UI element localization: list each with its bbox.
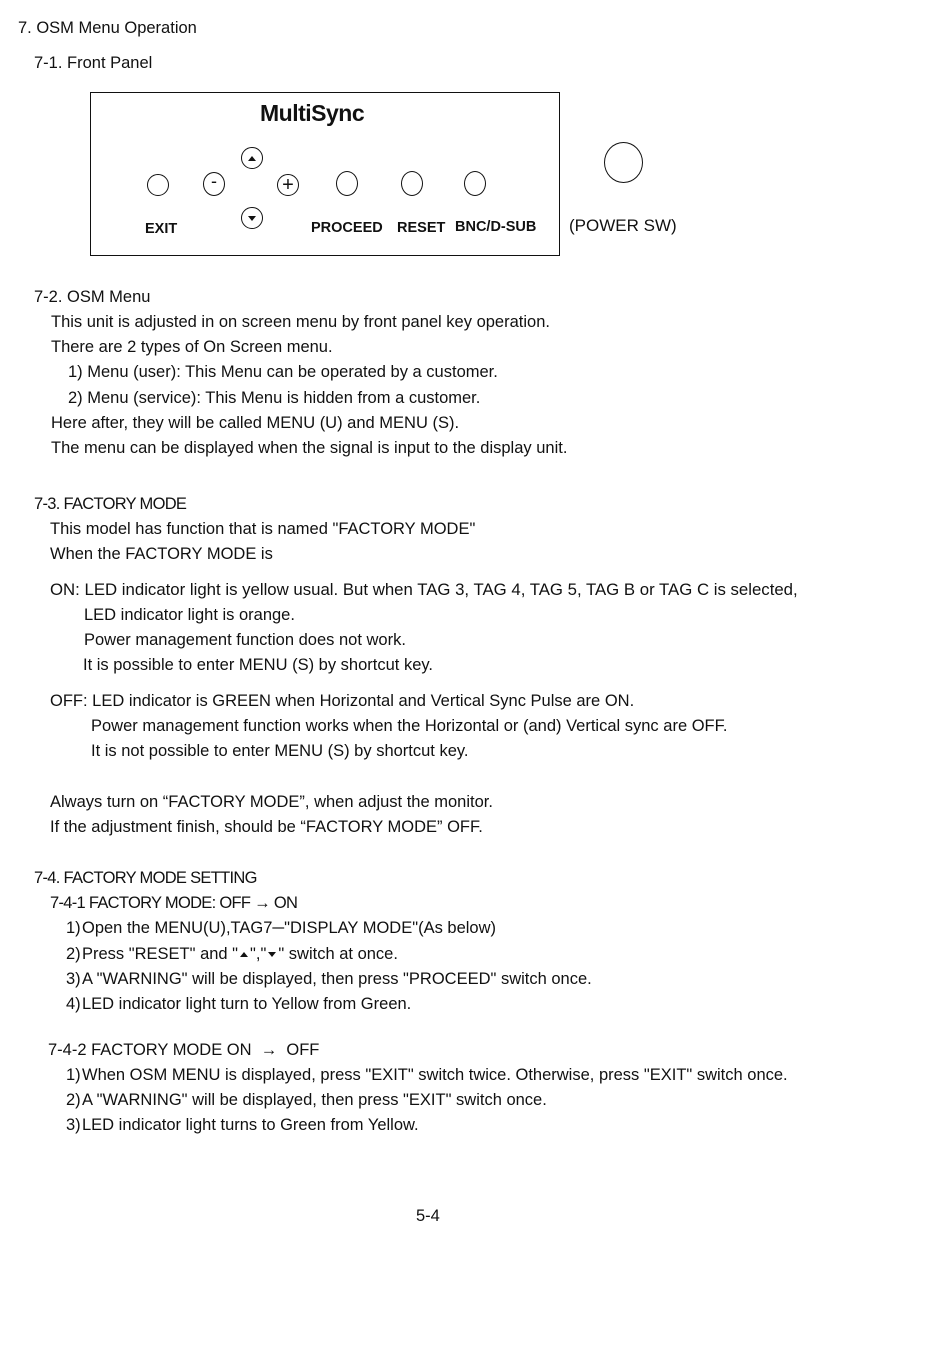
step-text: LED indicator light turns to Green from Yellow. [82,1116,419,1134]
step-text: A "WARNING" will be displayed, then press "EXIT" switch once. [82,1091,547,1109]
minus-button[interactable] [203,172,225,196]
proceed-button[interactable] [336,171,358,196]
step-text: Open the MENU(U),TAG7─"DISPLAY MODE"(As below) [82,919,497,937]
osm-menu-line: There are 2 types of On Screen menu. [51,338,333,356]
factory-mode-intro: This model has function that is named "FACTORY MODE" [50,520,476,538]
factory-mode-off-line: It is not possible to enter MENU (S) by shortcut key. [91,742,469,760]
step-number: 1) [66,1066,81,1084]
plus-button[interactable] [277,174,299,196]
arrow-down-icon [268,952,276,957]
osm-menu-line: 2) Menu (service): This Menu is hidden from a customer. [68,389,481,407]
factory-mode-heading: 7-3. FACTORY MODE [34,495,187,513]
step-text: LED indicator light turn to Yellow from Green. [82,995,412,1013]
step-text: When OSM MENU is displayed, press "EXIT" switch twice. Otherwise, press "EXIT" switch once. [82,1066,788,1084]
factory-mode-on-line: Power management function does not work. [84,631,406,649]
factory-mode-on-line: It is possible to enter MENU (S) by shortcut key. [83,656,433,674]
plus-icon: + [282,174,294,196]
brand-logo-text: MultiSync [260,100,365,126]
factory-setting-sub2-heading: 7-4-2 FACTORY MODE ON → OFF [48,1041,320,1059]
arrow-up-icon [242,148,262,168]
step-text-part: "," [250,945,267,963]
factory-mode-note: Always turn on “FACTORY MODE”, when adjust the monitor. [50,793,493,811]
proceed-label: PROCEED [311,220,383,236]
factory-mode-intro: When the FACTORY MODE is [50,545,273,563]
factory-setting-heading: 7-4. FACTORY MODE SETTING [34,869,257,887]
reset-label: RESET [397,220,446,236]
factory-mode-off-line: OFF: LED indicator is GREEN when Horizontal and Vertical Sync Pulse are ON. [50,692,635,710]
osm-menu-line: The menu can be displayed when the signal is input to the display unit. [51,439,568,457]
up-button[interactable] [241,147,263,169]
osm-menu-heading: 7-2. OSM Menu [34,288,151,306]
power-switch-label: (POWER SW) [569,216,677,235]
exit-button[interactable] [147,174,169,196]
step-text: A "WARNING" will be displayed, then press "PROCEED" switch once. [82,970,592,988]
minus-icon: - [211,171,217,191]
factory-mode-off-line: Power management function works when the Horizontal or (and) Vertical sync are OFF. [91,717,728,735]
step-text-part: " switch at once. [278,945,398,963]
step-number: 4) [66,995,81,1013]
arrow-down-icon [242,208,262,228]
reset-button[interactable] [401,171,423,196]
factory-mode-on-line: ON: LED indicator light is yellow usual. But when TAG 3, TAG 4, TAG 5, TAG B or TAG C is selected, [50,580,798,599]
bnc-dsub-button[interactable] [464,171,486,196]
step-text [82,946,398,963]
front-panel-heading: 7-1. Front Panel [34,54,153,72]
step-text-part: Press "RESET" and " [82,945,239,963]
power-switch[interactable] [604,142,643,183]
osm-menu-line: This unit is adjusted in on screen menu by front panel key operation. [51,313,550,331]
step-number: 2) [66,945,81,963]
factory-mode-note: If the adjustment finish, should be “FACTORY MODE” OFF. [50,818,483,836]
arrow-up-icon [240,952,248,957]
step-number: 1) [66,919,81,937]
exit-label: EXIT [145,221,178,237]
factory-mode-on-line: LED indicator light is orange. [84,606,295,624]
bnc-dsub-label: BNC/D-SUB [455,219,537,235]
osm-menu-line: Here after, they will be called MENU (U) and MENU (S). [51,414,460,432]
step-number: 3) [66,1116,81,1134]
section-title: 7. OSM Menu Operation [18,19,197,37]
osm-menu-line: 1) Menu (user): This Menu can be operated by a customer. [68,363,498,381]
step-number: 3) [66,970,81,988]
page-number: 5-4 [416,1207,440,1225]
down-button[interactable] [241,207,263,229]
factory-setting-sub1-heading: 7-4-1 FACTORY MODE: OFF → ON [50,894,298,912]
step-number: 2) [66,1091,81,1109]
